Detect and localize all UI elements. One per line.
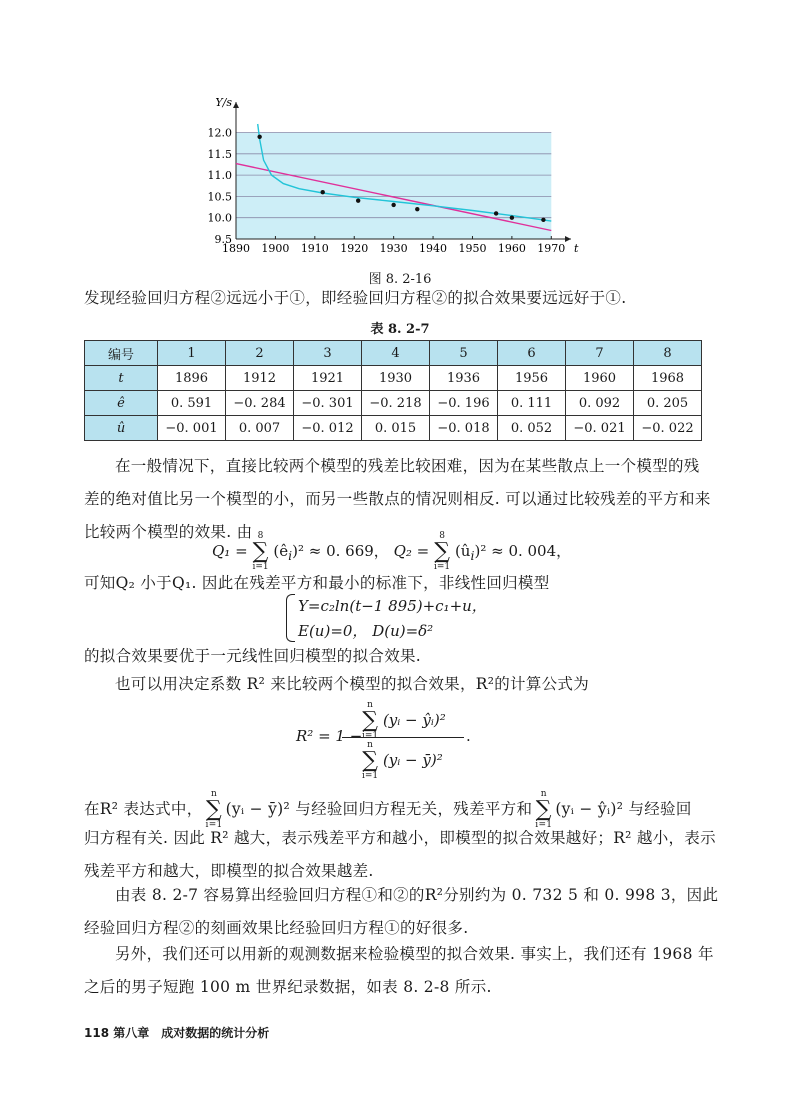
data-point	[356, 198, 360, 202]
x-tick-label: 1910	[300, 242, 329, 255]
x-tick-label: 1930	[379, 242, 408, 255]
paragraph-model-better: 的拟合效果要优于一元线性回归模型的拟合效果.	[84, 647, 422, 665]
model-line-1: Y=c₂ln(t−1 895)+c₁+u，	[298, 597, 487, 615]
data-point	[510, 216, 514, 220]
table-cell: 0. 007	[226, 416, 294, 441]
x-tick-label: 1970	[537, 242, 566, 255]
paragraph-residual-compare: 在一般情况下，直接比较两个模型的残差比较困难，因为在某些散点上一个模型的残差的绝对值比另一个模型的小，而另一些散点的情况则相反. 可以通过比较残差的平方和来比较两个模型的效果. 由	[84, 457, 711, 541]
data-point	[321, 190, 325, 194]
paragraph-r2-intro: 也可以用决定系数 R² 来比较两个模型的拟合效果，R²的计算公式为	[115, 675, 590, 693]
table-cell: −0. 018	[430, 416, 498, 441]
plot-background	[236, 133, 551, 239]
table-row-header: t	[85, 366, 158, 391]
data-point	[415, 207, 419, 211]
table-cell: 1960	[566, 366, 634, 391]
table-row-header: 编号	[85, 341, 158, 366]
data-point	[257, 135, 261, 139]
table-cell: 0. 111	[498, 391, 566, 416]
table-cell: −0. 022	[634, 416, 702, 441]
x-tick-label: 1900	[261, 242, 290, 255]
q2-lhs: Q₂ =	[393, 542, 430, 560]
q2-rhs: )² ≈ 0. 004，	[474, 542, 572, 560]
table-cell: 4	[362, 341, 430, 366]
table-cell: 1921	[294, 366, 362, 391]
q1-rhs: )² ≈ 0. 669，	[292, 542, 389, 560]
table-cell: 1930	[362, 366, 430, 391]
table-cell: −0. 012	[294, 416, 362, 441]
table-cell: −0. 196	[430, 391, 498, 416]
data-point	[541, 218, 545, 222]
table-cell: 3	[294, 341, 362, 366]
x-tick-label: 1960	[497, 242, 526, 255]
sum-symbol: 8 ∑ i=1	[434, 531, 451, 572]
figure-caption: 图 8. 2-16	[368, 272, 432, 287]
table-row	[85, 366, 702, 391]
x-axis-arrow	[565, 236, 571, 242]
table-row	[85, 341, 702, 366]
table-row	[85, 391, 702, 416]
table-cell: −0. 218	[362, 391, 430, 416]
table-cell: 0. 591	[158, 391, 226, 416]
q1-term: (ê	[273, 542, 289, 560]
paragraph-new-data: 另外，我们还可以用新的观测数据来检验模型的拟合效果. 事实上，我们还有 1968 年之后的男子短跑 100 m 世界纪录数据，如表 8. 2-8 所示.	[84, 945, 714, 996]
table-cell: 2	[226, 341, 294, 366]
table-cell: 7	[566, 341, 634, 366]
x-tick-label: 1920	[340, 242, 369, 255]
table-cell: 1968	[634, 366, 702, 391]
paragraph-r2-expression: 在R² 表达式中， n ∑ i=1 (yᵢ − ȳ)² 与经验回归方程无关，残差平方和 n ∑ i=1 (yᵢ − ŷᵢ)² 与经验回	[84, 789, 692, 830]
table-row	[85, 416, 702, 441]
fraction-bar	[342, 737, 464, 738]
x-axis-label: t	[574, 242, 579, 255]
y-axis-arrow	[233, 102, 239, 108]
table-row-header: û	[85, 416, 158, 441]
table-cell: −0. 284	[226, 391, 294, 416]
table-cell: −0. 021	[566, 416, 634, 441]
table-cell: 1956	[498, 366, 566, 391]
y-tick-label: 10.5	[207, 190, 232, 204]
y-tick-label: 11.0	[207, 169, 232, 183]
page-footer: 118 第八章 成对数据的统计分析	[84, 1026, 270, 1040]
data-point	[391, 203, 395, 207]
paragraph-q-compare: 可知Q₂ 小于Q₁. 因此在残差平方和最小的标准下，非线性回归模型	[84, 574, 550, 592]
r2-lhs: R² = 1 −	[296, 727, 363, 745]
r2-numerator: n ∑ i=1 (yᵢ − ŷᵢ)²	[362, 700, 446, 741]
x-tick-label: 1890	[222, 242, 250, 255]
table-title: 表 8. 2-7	[370, 322, 430, 337]
y-tick-label: 10.0	[207, 211, 232, 225]
table-cell: 8	[634, 341, 702, 366]
table-cell: 0. 205	[634, 391, 702, 416]
q-formulas: Q₁ = 8 ∑ i=1 $(ê_i)^2 \approx 0$. 669， Q₂ = 8 ∑ i=1 $(û_i)^2 \approx 0$. 004，	[212, 531, 572, 572]
residual-table	[84, 340, 702, 441]
table-cell: 0. 015	[362, 416, 430, 441]
y-tick-label: 12.0	[207, 126, 232, 140]
table-cell: 5	[430, 341, 498, 366]
table-cell: −0. 001	[158, 416, 226, 441]
table-cell: 0. 092	[566, 391, 634, 416]
paragraph-r2-meaning: 归方程有关. 因此 R² 越大，表示残差平方和越小，即模型的拟合效果越好；R² 越小，表示残差平方和越大，即模型的拟合效果越差.	[84, 829, 716, 880]
table-cell: 1896	[158, 366, 226, 391]
paragraph-r2-values: 由表 8. 2-7 容易算出经验回归方程①和②的R²分别约为 0. 732 5 和 0. 998 3，因此经验回归方程②的刻画效果比经验回归方程①的好很多.	[84, 886, 719, 937]
table-cell: −0. 301	[294, 391, 362, 416]
r2-denominator: n ∑ i=1 (yᵢ − ȳ)²	[362, 740, 443, 781]
table-row-header: ê	[85, 391, 158, 416]
r2-period: .	[466, 727, 471, 745]
y-tick-label: 9.5	[214, 233, 232, 246]
data-point	[494, 211, 498, 215]
q2-term: (û	[454, 542, 471, 560]
paragraph-conclusion: 发现经验回归方程②远远小于①，即经验回归方程②的拟合效果要远远好于①.	[84, 289, 627, 307]
x-tick-label: 1950	[458, 242, 487, 255]
model-line-2: E(u)=0， D(u)=δ²	[298, 622, 434, 640]
q1-lhs: Q₁ =	[212, 542, 248, 560]
world-record-chart	[196, 88, 586, 264]
table-cell: 6	[498, 341, 566, 366]
y-tick-label: 11.5	[207, 147, 232, 161]
sum-symbol: 8 ∑ i=1	[252, 531, 269, 572]
table-cell: 1912	[226, 366, 294, 391]
y-axis-label: Y/s	[215, 96, 232, 109]
x-tick-label: 1940	[419, 242, 448, 255]
table-cell: 0. 052	[498, 416, 566, 441]
system-brace	[286, 594, 295, 642]
table-cell: 1936	[430, 366, 498, 391]
table-cell: 1	[158, 341, 226, 366]
